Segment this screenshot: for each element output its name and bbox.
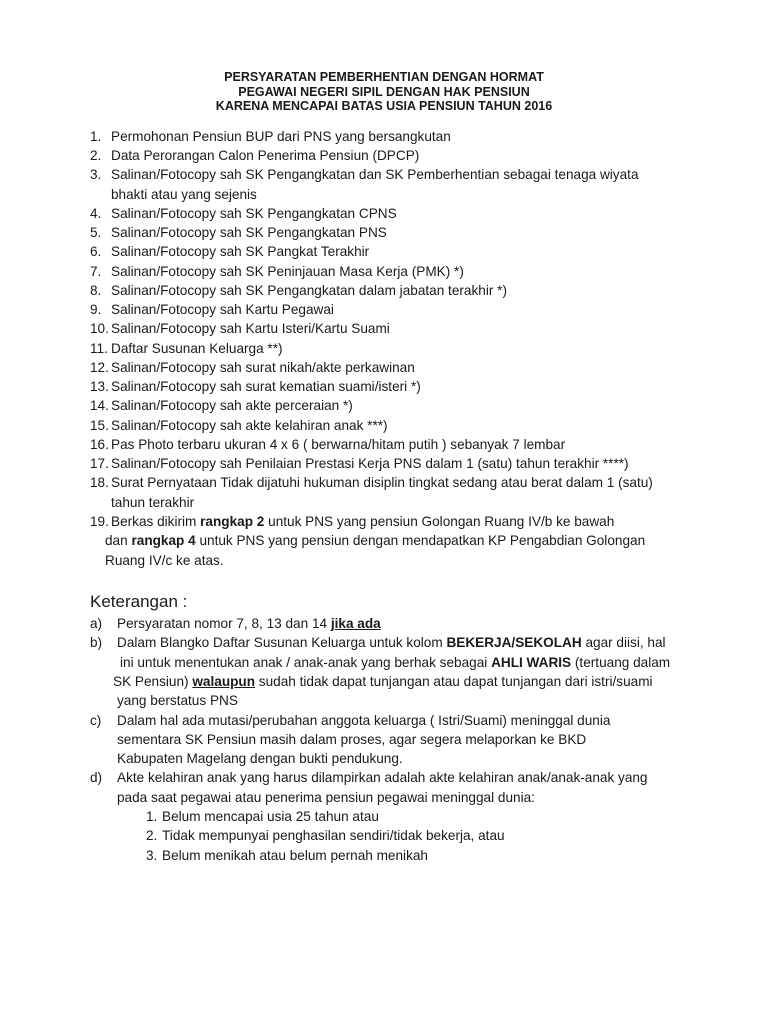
note-text — [117, 635, 666, 651]
item-number: 13. — [90, 379, 109, 394]
note-text — [117, 616, 381, 632]
item-text: Salinan/Fotocopy sah akte perceraian *) — [111, 398, 353, 413]
document-title — [0, 70, 768, 114]
text-segment: (tertuang dalam — [571, 655, 671, 670]
text-segment: sudah tidak dapat tunjangan atau dapat tunjangan dari istri/suami — [255, 674, 653, 689]
item-text: Salinan/Fotocopy sah SK Peninjauan Masa Kerja (PMK) *) — [111, 264, 464, 279]
item-number: 10. — [90, 321, 109, 336]
sub-item-number: 3. — [146, 848, 158, 863]
item-number: 18. — [90, 475, 109, 490]
note-text-continuation: yang berstatus PNS — [117, 693, 238, 708]
item-number: 17. — [90, 456, 109, 471]
item-text: Salinan/Fotocopy sah Kartu Isteri/Kartu Suami — [111, 321, 390, 336]
bold-underline-text: jika ada — [330, 616, 381, 631]
title-line-1: PERSYARATAN PEMBERHENTIAN DENGAN HORMAT — [224, 70, 544, 84]
bold-underline-text: walaupun — [192, 674, 256, 689]
item-number: 3. — [90, 167, 102, 182]
item-text: Salinan/Fotocopy sah SK Pengangkatan dan SK Pemberhentian sebagai tenaga wiyata — [111, 167, 639, 182]
note-letter: c) — [90, 713, 102, 728]
note-text-continuation: pada saat pegawai atau penerima pensiun pegawai meninggal dunia: — [117, 790, 535, 805]
note-text-continuation — [120, 655, 670, 671]
text-segment: untuk PNS yang pensiun Golongan Ruang IV/b ke bawah — [264, 514, 615, 529]
item-text: Salinan/Fotocopy sah Penilaian Prestasi Kerja PNS dalam 1 (satu) tahun terakhir ****) — [111, 456, 629, 471]
note-text-continuation: sementara SK Pensiun masih dalam proses, agar segera melaporkan ke BKD — [117, 732, 587, 747]
note-letter: a) — [90, 616, 103, 631]
text-segment: untuk PNS yang pensiun dengan mendapatkan KP Pengabdian Golongan — [195, 533, 646, 548]
text-segment: agar diisi, hal — [581, 635, 666, 650]
item-text: Salinan/Fotocopy sah SK Pengangkatan dalam jabatan terakhir *) — [111, 283, 507, 298]
item-number: 6. — [90, 244, 102, 259]
sub-item-text: Tidak mempunyai penghasilan sendiri/tidak bekerja, atau — [162, 828, 505, 843]
bold-text: AHLI WARIS — [491, 655, 572, 670]
item-number: 16. — [90, 437, 109, 452]
note-text: Dalam hal ada mutasi/perubahan anggota keluarga ( Istri/Suami) meninggal dunia — [117, 713, 611, 728]
item-text: Salinan/Fotocopy sah akte kelahiran anak ***) — [111, 418, 388, 433]
item-number: 1. — [90, 129, 102, 144]
keterangan-heading: Keterangan : — [90, 592, 188, 611]
item-text: Salinan/Fotocopy sah SK Pengangkatan PNS — [111, 225, 387, 240]
item-text-continuation: Ruang IV/c ke atas. — [105, 553, 224, 568]
note-text-continuation — [113, 674, 653, 690]
item-number: 4. — [90, 206, 102, 221]
text-segment: Berkas dikirim — [111, 514, 201, 529]
item-text: Surat Pernyataan Tidak dijatuhi hukuman disiplin tingkat sedang atau berat dalam 1 (satu) — [111, 475, 653, 490]
note-text: Akte kelahiran anak yang harus dilampirkan adalah akte kelahiran anak/anak-anak yang — [117, 770, 648, 785]
title-line-3: KARENA MENCAPAI BATAS USIA PENSIUN TAHUN 2016 — [215, 99, 553, 113]
item-number: 7. — [90, 264, 102, 279]
title-line-2: PEGAWAI NEGERI SIPIL DENGAN HAK PENSIUN — [238, 84, 530, 99]
item-number: 2. — [90, 148, 102, 163]
item-text: Data Perorangan Calon Penerima Pensiun (DPCP) — [111, 148, 420, 163]
item-text: Permohonan Pensiun BUP dari PNS yang bersangkutan — [111, 129, 451, 144]
item-text: Pas Photo terbaru ukuran 4 x 6 ( berwarna/hitam putih ) sebanyak 7 lembar — [111, 437, 566, 452]
item-number: 19. — [90, 514, 109, 529]
sub-item-number: 2. — [146, 828, 158, 843]
bold-text: BEKERJA/SEKOLAH — [446, 635, 582, 650]
item-text — [111, 514, 614, 530]
text-segment: dan — [105, 533, 132, 548]
item-number: 12. — [90, 360, 109, 375]
item-text: Salinan/Fotocopy sah surat nikah/akte perkawinan — [111, 360, 415, 375]
text-segment: ini untuk menentukan anak / anak-anak yang berhak sebagai — [120, 655, 492, 670]
text-segment: Dalam Blangko Daftar Susunan Keluarga untuk kolom — [117, 635, 447, 650]
sub-item-text: Belum menikah atau belum pernah menikah — [162, 848, 428, 863]
item-text-continuation: tahun terakhir — [111, 495, 195, 510]
item-text: Salinan/Fotocopy sah SK Pangkat Terakhir — [111, 244, 370, 259]
item-number: 5. — [90, 225, 102, 240]
item-text-continuation: bhakti atau yang sejenis — [111, 187, 257, 202]
item-text-continuation — [105, 533, 645, 549]
item-number: 14. — [90, 398, 109, 413]
text-segment: Persyaratan nomor 7, 8, 13 dan 14 — [117, 616, 331, 631]
sub-item-text: Belum mencapai usia 25 tahun atau — [162, 809, 379, 824]
note-letter: b) — [90, 635, 103, 650]
item-number: 11. — [90, 341, 108, 356]
item-text: Salinan/Fotocopy sah Kartu Pegawai — [111, 302, 334, 317]
item-number: 8. — [90, 283, 102, 298]
item-text: Salinan/Fotocopy sah SK Pengangkatan CPNS — [111, 206, 397, 221]
item-text: Daftar Susunan Keluarga **) — [111, 341, 283, 356]
item-number: 15. — [90, 418, 109, 433]
sub-item-number: 1. — [146, 809, 158, 824]
note-text-continuation: Kabupaten Magelang dengan bukti pendukung. — [117, 751, 403, 766]
item-number: 9. — [90, 302, 102, 317]
bold-text: rangkap 4 — [131, 533, 196, 548]
note-letter: d) — [90, 770, 103, 785]
bold-text: rangkap 2 — [200, 514, 265, 529]
text-segment: SK Pensiun) — [113, 674, 193, 689]
item-text: Salinan/Fotocopy sah surat kematian suami/isteri *) — [111, 379, 421, 394]
